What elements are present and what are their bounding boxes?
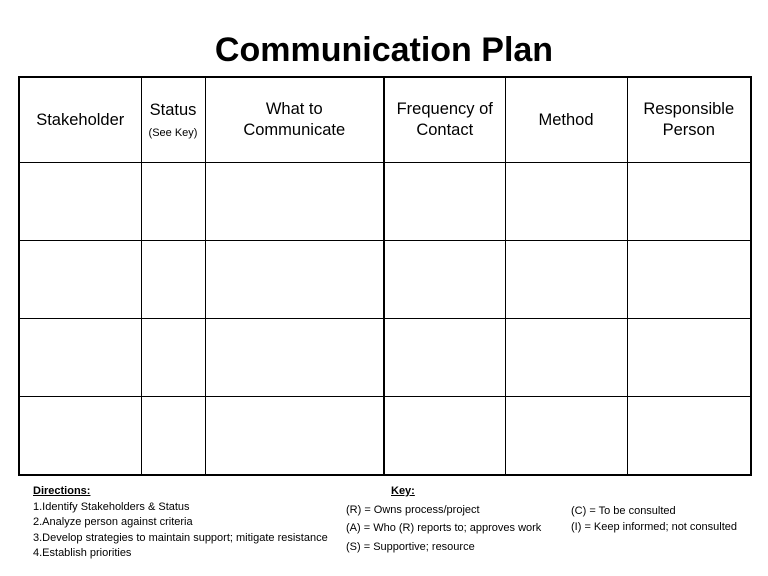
page-title: Communication Plan (214, 31, 554, 69)
status-see-key-note: (See Key) (148, 126, 198, 139)
table-cell[interactable] (19, 163, 141, 241)
table-cell[interactable] (141, 319, 205, 397)
table-row (19, 241, 751, 319)
table-row (19, 397, 751, 476)
table-cell[interactable] (627, 163, 751, 241)
table-cell[interactable] (205, 319, 384, 397)
table-cell[interactable] (384, 163, 505, 241)
table-cell[interactable] (627, 319, 751, 397)
directions-list (33, 500, 333, 562)
table-cell[interactable] (141, 241, 205, 319)
key-item-r: (R) = Owns process/project (346, 503, 480, 516)
table-header-row (19, 77, 751, 163)
table-cell[interactable] (19, 241, 141, 319)
column-header-status: Status (See Key) (141, 77, 205, 163)
table-cell[interactable] (505, 241, 627, 319)
key-item-c: (C) = To be consulted (571, 505, 676, 517)
key-item-a: (A) = Who (R) reports to; approves work (346, 522, 542, 534)
key-section (346, 484, 566, 556)
column-header-stakeholder: Stakeholder (19, 77, 141, 163)
directions-item: 2.Analyze person against criteria (33, 516, 193, 528)
table-cell[interactable] (205, 397, 384, 476)
directions-item: 1.Identify Stakeholders & Status (33, 500, 190, 513)
table-row (19, 319, 751, 397)
directions-heading: Directions: (33, 485, 91, 497)
column-header-responsible-person: Responsible Person (627, 77, 751, 163)
key-item-i: (I) = Keep informed; not consulted (571, 521, 738, 533)
table-row (19, 163, 751, 241)
table-cell[interactable] (19, 397, 141, 476)
table-cell[interactable] (19, 319, 141, 397)
column-header-what-to-communicate: What to Communicate (205, 77, 384, 163)
table-cell[interactable] (505, 319, 627, 397)
table-cell[interactable] (384, 319, 505, 397)
table-cell[interactable] (505, 397, 627, 476)
key-section-secondary (571, 503, 761, 535)
table-cell[interactable] (384, 241, 505, 319)
directions-item: 4.Establish priorities (33, 547, 132, 559)
table-cell[interactable] (627, 241, 751, 319)
table-cell[interactable] (505, 163, 627, 241)
key-heading: Key: (391, 485, 415, 497)
table-cell[interactable] (205, 241, 384, 319)
key-item-s: (S) = Supportive; resource (346, 540, 475, 553)
table-cell[interactable] (384, 397, 505, 476)
column-header-method: Method (505, 77, 627, 163)
column-header-frequency-of-contact: Frequency of Contact (384, 77, 505, 163)
communication-plan-table (18, 76, 752, 476)
directions-section (33, 484, 333, 562)
table-cell[interactable] (627, 397, 751, 476)
directions-item: 3.Develop strategies to maintain support; mitigate resistance (33, 531, 328, 544)
table-cell[interactable] (205, 163, 384, 241)
table-cell[interactable] (141, 397, 205, 476)
table-cell[interactable] (141, 163, 205, 241)
